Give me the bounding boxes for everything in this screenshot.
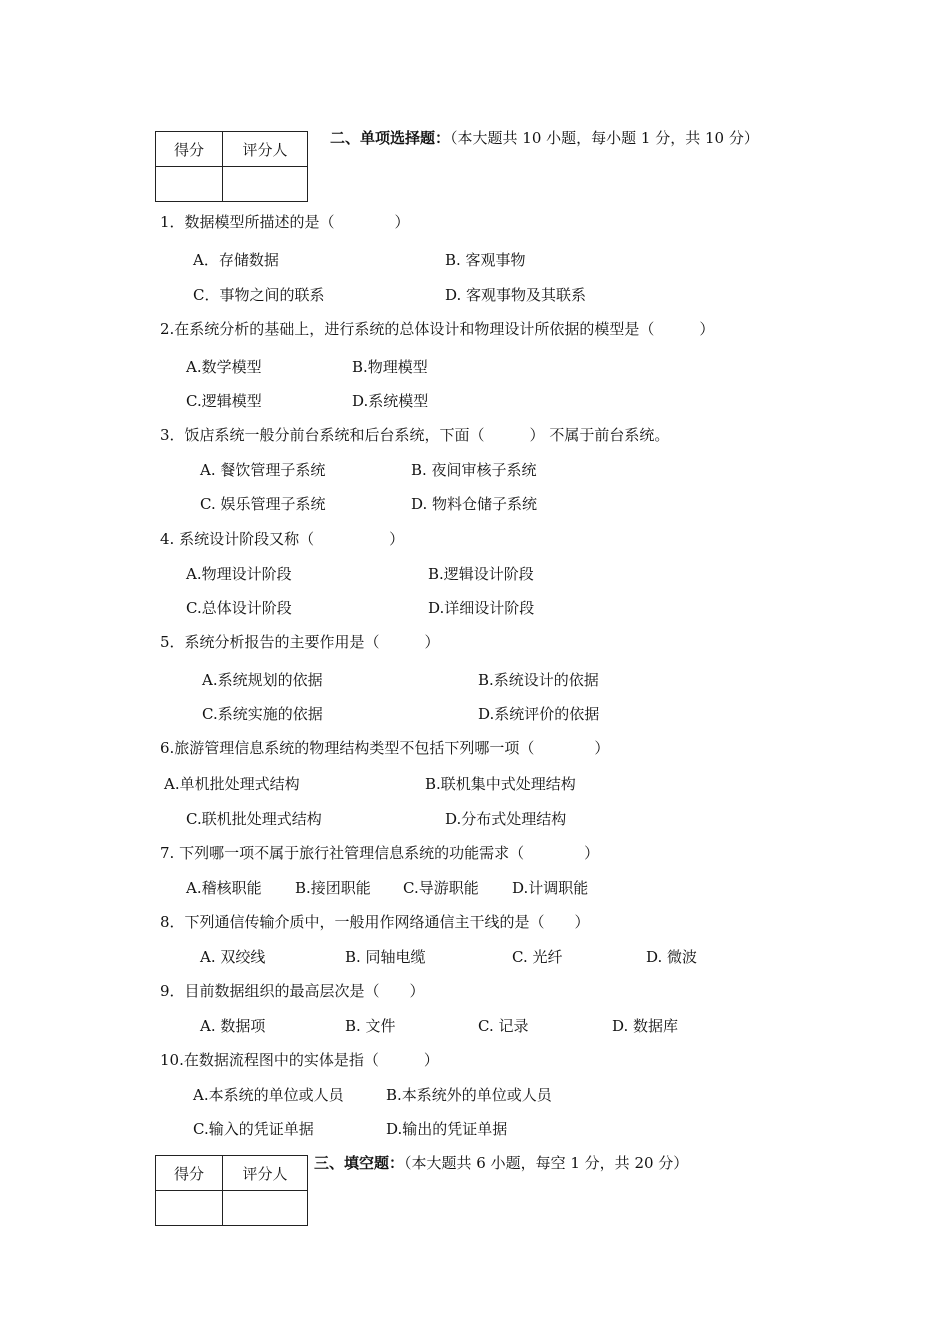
q4-stem: 4. 系统设计阶段又称（ ）: [160, 530, 405, 548]
score-box-2: [155, 1155, 308, 1226]
q6-option-d: D.分布式处理结构: [445, 810, 567, 828]
q6-option-a: A.单机批处理式结构: [164, 775, 300, 793]
q5-option-d: D.系统评价的依据: [478, 705, 600, 723]
q1-option-b: B. 客观事物: [445, 251, 526, 269]
q5-option-c: C.系统实施的依据: [202, 705, 323, 723]
q4-option-c: C.总体设计阶段: [186, 599, 292, 617]
q7-option-c: C.导游职能: [403, 879, 479, 897]
q3-option-c: C. 娱乐管理子系统: [200, 495, 326, 513]
q5-option-b: B.系统设计的依据: [478, 671, 599, 689]
q2-option-c: C.逻辑模型: [186, 392, 262, 410]
q6-option-c: C.联机批处理式结构: [186, 810, 322, 828]
q1-option-c: C．事物之间的联系: [193, 286, 325, 304]
grader-header: 评分人: [223, 1156, 308, 1191]
q3-option-b: B. 夜间审核子系统: [411, 461, 537, 479]
q2-option-b: B.物理模型: [352, 358, 428, 376]
q10-option-b: B.本系统外的单位或人员: [386, 1086, 552, 1104]
q2-option-d: D.系统模型: [352, 392, 429, 410]
section3-title: 三、填空题：: [314, 1154, 405, 1172]
section3-desc: （本大题共 6 小题，每空 1 分，共 20 分）: [404, 1154, 689, 1172]
q9-option-c: C. 记录: [478, 1017, 529, 1035]
q1-stem: 1．数据模型所描述的是（ ）: [160, 213, 410, 231]
q9-option-a: A. 数据项: [200, 1017, 266, 1035]
q6-option-b: B.联机集中式处理结构: [425, 775, 576, 793]
q4-option-d: D.详细设计阶段: [428, 599, 535, 617]
q4-option-a: A.物理设计阶段: [186, 565, 292, 583]
q8-stem: 8．下列通信传输介质中，一般用作网络通信主干线的是（ ）: [160, 913, 590, 931]
q2-stem: 2.在系统分析的基础上，进行系统的总体设计和物理设计所依据的模型是（ ）: [160, 320, 715, 338]
q1-option-a: A．存储数据: [193, 251, 279, 269]
q5-option-a: A.系统规划的依据: [202, 671, 323, 689]
section2-heading: [330, 128, 759, 148]
q7-option-b: B.接团职能: [295, 879, 371, 897]
q7-option-d: D.计调职能: [512, 879, 589, 897]
q10-stem: 10.在数据流程图中的实体是指（ ）: [160, 1051, 439, 1069]
score-cell[interactable]: [156, 1191, 223, 1226]
section3-heading: [314, 1153, 688, 1173]
score-cell[interactable]: [156, 167, 223, 202]
q7-option-a: A.稽核职能: [186, 879, 262, 897]
q8-option-d: D. 微波: [646, 948, 698, 966]
q6-stem: 6.旅游管理信息系统的物理结构类型不包括下列哪一项（ ）: [160, 739, 610, 757]
q10-option-a: A.本系统的单位或人员: [193, 1086, 344, 1104]
score-header: 得分: [156, 132, 223, 167]
q2-option-a: A.数学模型: [186, 358, 262, 376]
grader-cell[interactable]: [223, 1191, 308, 1226]
grader-cell[interactable]: [223, 167, 308, 202]
grader-header: 评分人: [223, 132, 308, 167]
q5-stem: 5．系统分析报告的主要作用是（ ）: [160, 633, 440, 651]
q4-option-b: B.逻辑设计阶段: [428, 565, 534, 583]
q10-option-d: D.输出的凭证单据: [386, 1120, 508, 1138]
q1-option-d: D. 客观事物及其联系: [445, 286, 587, 304]
section2-desc: （本大题共 10 小题，每小题 1 分，共 10 分）: [450, 129, 759, 147]
q8-option-a: A. 双绞线: [200, 948, 266, 966]
q3-option-d: D. 物料仓储子系统: [411, 495, 538, 513]
q8-option-c: C. 光纤: [512, 948, 563, 966]
q9-stem: 9．目前数据组织的最高层次是（ ）: [160, 982, 425, 1000]
q9-option-d: D. 数据库: [612, 1017, 679, 1035]
section2-title: 二、单项选择题：: [330, 129, 451, 147]
q10-option-c: C.输入的凭证单据: [193, 1120, 314, 1138]
q3-stem: 3．饭店系统一般分前台系统和后台系统，下面（ ） 不属于前台系统。: [160, 426, 670, 444]
q7-stem: 7. 下列哪一项不属于旅行社管理信息系统的功能需求（ ）: [160, 844, 600, 862]
score-box-1: [155, 131, 308, 202]
q9-option-b: B. 文件: [345, 1017, 396, 1035]
q8-option-b: B. 同轴电缆: [345, 948, 426, 966]
score-header: 得分: [156, 1156, 223, 1191]
q3-option-a: A. 餐饮管理子系统: [200, 461, 326, 479]
